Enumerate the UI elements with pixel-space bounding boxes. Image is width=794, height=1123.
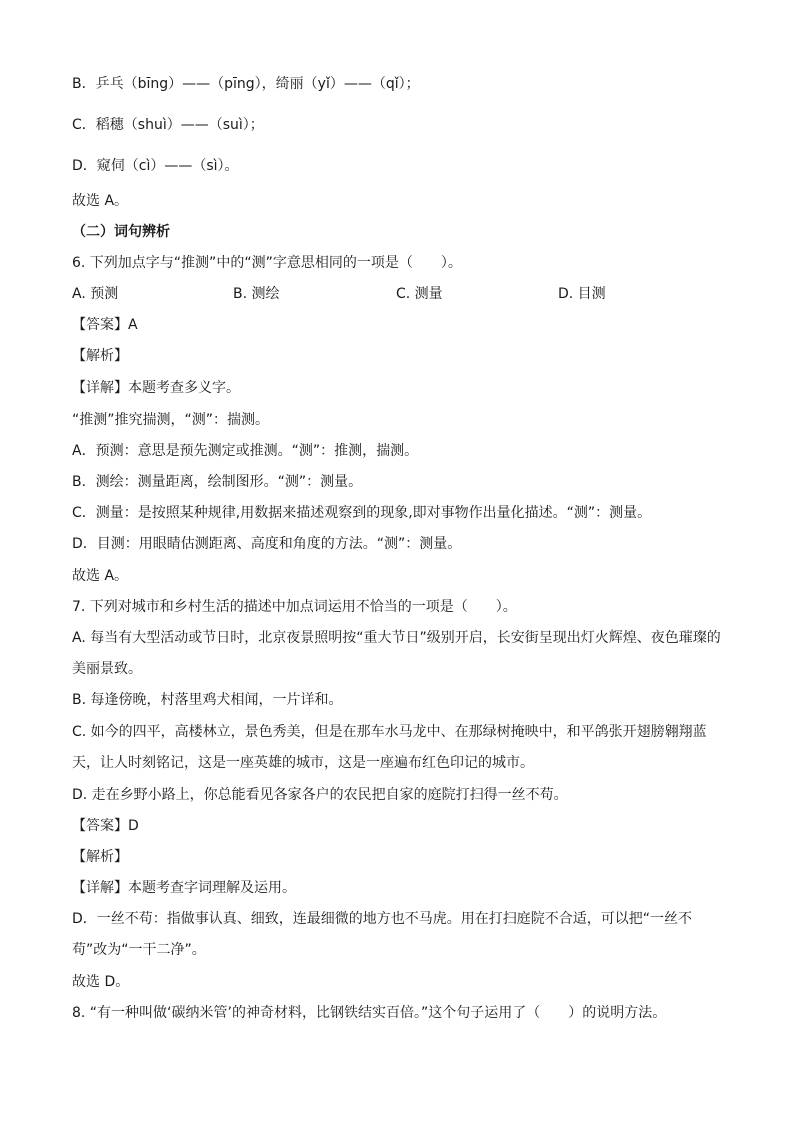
question-7-option-d: D. 走在乡野小路上，你总能看见各家各户的农民把自家的庭院打扫得一丝不苟。 bbox=[72, 787, 568, 803]
question-7: 7. 下列对城市和乡村生活的描述中加点词运用不恰当的一项是（ ）。 bbox=[72, 599, 517, 615]
option-b: B. 测绘 bbox=[233, 286, 280, 302]
question-6-options bbox=[72, 284, 722, 304]
option-d: D. 目测 bbox=[558, 286, 606, 302]
explanation-line: “推测”推究揣测，“测”：揣测。 bbox=[72, 412, 270, 428]
answer-label: 【答案】D bbox=[72, 818, 139, 834]
answer-choice: 故选 D。 bbox=[72, 974, 130, 990]
pinyin-option-d: D．窥伺（cì）——（sì）。 bbox=[72, 158, 239, 174]
explanation-line: D．目测：用眼睛估测距离、高度和角度的方法。“测”：测量。 bbox=[72, 536, 462, 552]
detail-explanation: 【详解】本题考查多义字。 bbox=[72, 380, 240, 396]
detail-explanation: 【详解】本题考查字词理解及运用。 bbox=[72, 880, 296, 896]
pinyin-option-c: C．稻穗（shuì）——（suì）； bbox=[72, 117, 264, 133]
analysis-label: 【解析】 bbox=[72, 348, 128, 364]
question-7-option-c: C. 如今的四平，高楼林立，景色秀美，但是在那车水马龙中、在那绿树掩映中，和平鸽张开翅膀翱翔蓝天，让人时刻铭记，这是一座英雄的城市，这是一座遍布红色印记的城市。 bbox=[72, 724, 707, 771]
pinyin-option-b: B．乒乓（bīng）——（pīng），绮丽（yǐ）——（qǐ）； bbox=[72, 76, 420, 92]
explanation-line: A．预测：意思是预先测定或推测。“测”：推测，揣测。 bbox=[72, 443, 419, 459]
answer-choice: 故选 A。 bbox=[72, 568, 129, 584]
question-7-option-b: B. 每逢傍晚，村落里鸡犬相闻，一片详和。 bbox=[72, 692, 343, 708]
explanation-line: B．测绘：测量距离，绘制图形。“测”：测量。 bbox=[72, 474, 363, 490]
question-6: 6. 下列加点字与“推测”中的“测”字意思相同的一项是（ ）。 bbox=[72, 255, 462, 271]
option-a: A. 预测 bbox=[72, 286, 119, 302]
question-8: 8. “有一种叫做‘碳纳米管’的神奇材料，比钢铁结实百倍。”这个句子运用了（ ）的说明方法。 bbox=[72, 1005, 667, 1021]
analysis-label: 【解析】 bbox=[72, 849, 128, 865]
answer-choice: 故选 A。 bbox=[72, 193, 129, 209]
option-c: C. 测量 bbox=[396, 286, 443, 302]
section-heading: （二）词句辨析 bbox=[72, 224, 170, 240]
question-7-option-a: A. 每当有大型活动或节日时，北京夜景照明按“重大节日”级别开启，长安街呈现出灯火辉煌、夜色璀璨的美丽景致。 bbox=[72, 630, 721, 677]
explanation-line: C．测量：是按照某种规律,用数据来描述观察到的现象,即对事物作出量化描述。“测”：测量。 bbox=[72, 505, 652, 521]
explanation-line: D．一丝不苟：指做事认真、细致，连最细微的地方也不马虎。用在打扫庭院不合适，可以把“一丝不苟”改为“一干二净”。 bbox=[72, 911, 693, 958]
answer-label: 【答案】A bbox=[72, 317, 138, 333]
